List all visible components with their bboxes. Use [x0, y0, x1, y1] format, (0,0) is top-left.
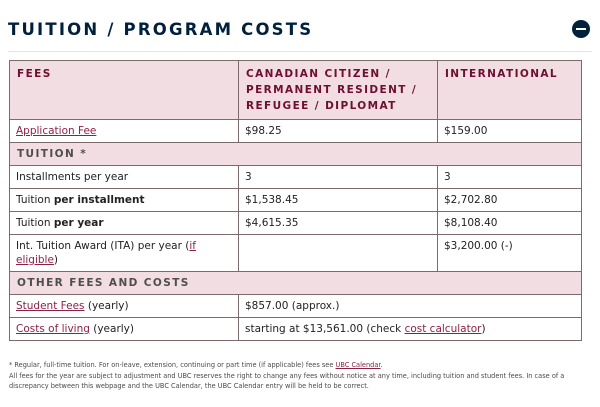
cost-calculator-link[interactable]: cost calculator — [404, 323, 482, 335]
cell-international: $3,200.00 (-) — [438, 235, 582, 272]
if-eligible-link[interactable]: if eligible — [16, 240, 196, 266]
section-label: TUITION * — [10, 143, 582, 166]
value-text: starting at $13,561.00 (check — [245, 323, 405, 335]
footnote-text: * Regular, full-time tuition. For on-leave, extension, continuing or part time (if applicable) fees see — [9, 361, 336, 369]
cell-label — [10, 120, 239, 143]
value-text: ) — [481, 323, 486, 335]
label-text: (yearly) — [89, 323, 134, 335]
application-fee-link[interactable]: Application Fee — [16, 125, 97, 137]
label-text: Tuition — [16, 217, 54, 229]
footnote-line — [9, 360, 593, 371]
label-text: (yearly) — [84, 300, 129, 312]
section-header — [8, 6, 592, 52]
cell-domestic: 3 — [239, 166, 438, 189]
table-row — [10, 212, 582, 235]
cell-international: 3 — [438, 166, 582, 189]
page-title: TUITION / PROGRAM COSTS — [8, 19, 314, 39]
table-row — [10, 295, 582, 318]
section-label: OTHER FEES AND COSTS — [10, 272, 582, 295]
cell-domestic: $98.25 — [239, 120, 438, 143]
cell-label: Installments per year — [10, 166, 239, 189]
label-emphasis: per year — [53, 217, 104, 229]
minus-circle-icon[interactable] — [572, 20, 590, 38]
cell-domestic — [239, 235, 438, 272]
cell-value — [239, 318, 582, 341]
section-row-other — [10, 272, 582, 295]
student-fees-link[interactable]: Student Fees — [16, 300, 85, 312]
cell-domestic: $1,538.45 — [239, 189, 438, 212]
table-header-row — [10, 61, 582, 120]
costs-table — [9, 60, 582, 341]
cell-international: $2,702.80 — [438, 189, 582, 212]
label-text: Int. Tuition Award (ITA) per year ( — [16, 240, 190, 252]
cell-label — [10, 212, 239, 235]
table-row — [10, 318, 582, 341]
label-text: ) — [53, 254, 59, 266]
costs-of-living-link[interactable]: Costs of living — [16, 323, 90, 335]
section-row-tuition — [10, 143, 582, 166]
divider — [8, 51, 592, 52]
footnote-text: . — [380, 361, 383, 369]
cell-value: $857.00 (approx.) — [239, 295, 582, 318]
footnote-line: All fees for the year are subject to adjustment and UBC reserves the right to change any fees without notice at any time, including tuition and student fees. In case of a discrepancy between this webpage and the UBC Calendar, the UBC Calendar entry will be held to be correct. — [9, 371, 565, 390]
table-row — [10, 120, 582, 143]
label-emphasis: per installment — [53, 194, 145, 206]
footnote — [9, 360, 593, 392]
column-header-domestic: CANADIAN CITIZEN / PERMANENT RESIDENT / REFUGEE / DIPLOMAT — [239, 61, 438, 120]
cell-international: $8,108.40 — [438, 212, 582, 235]
table-row — [10, 189, 582, 212]
label-text: Tuition — [16, 194, 54, 206]
cell-label — [10, 189, 239, 212]
table-row — [10, 235, 582, 272]
table-row — [10, 166, 582, 189]
column-header-fees: FEES — [10, 61, 239, 120]
cell-international: $159.00 — [438, 120, 582, 143]
ubc-calendar-link[interactable]: UBC Calendar — [335, 361, 381, 369]
cell-domestic: $4,615.35 — [239, 212, 438, 235]
cell-label — [10, 318, 239, 341]
column-header-international: INTERNATIONAL — [438, 61, 582, 120]
cell-label — [10, 295, 239, 318]
cell-label — [10, 235, 239, 272]
